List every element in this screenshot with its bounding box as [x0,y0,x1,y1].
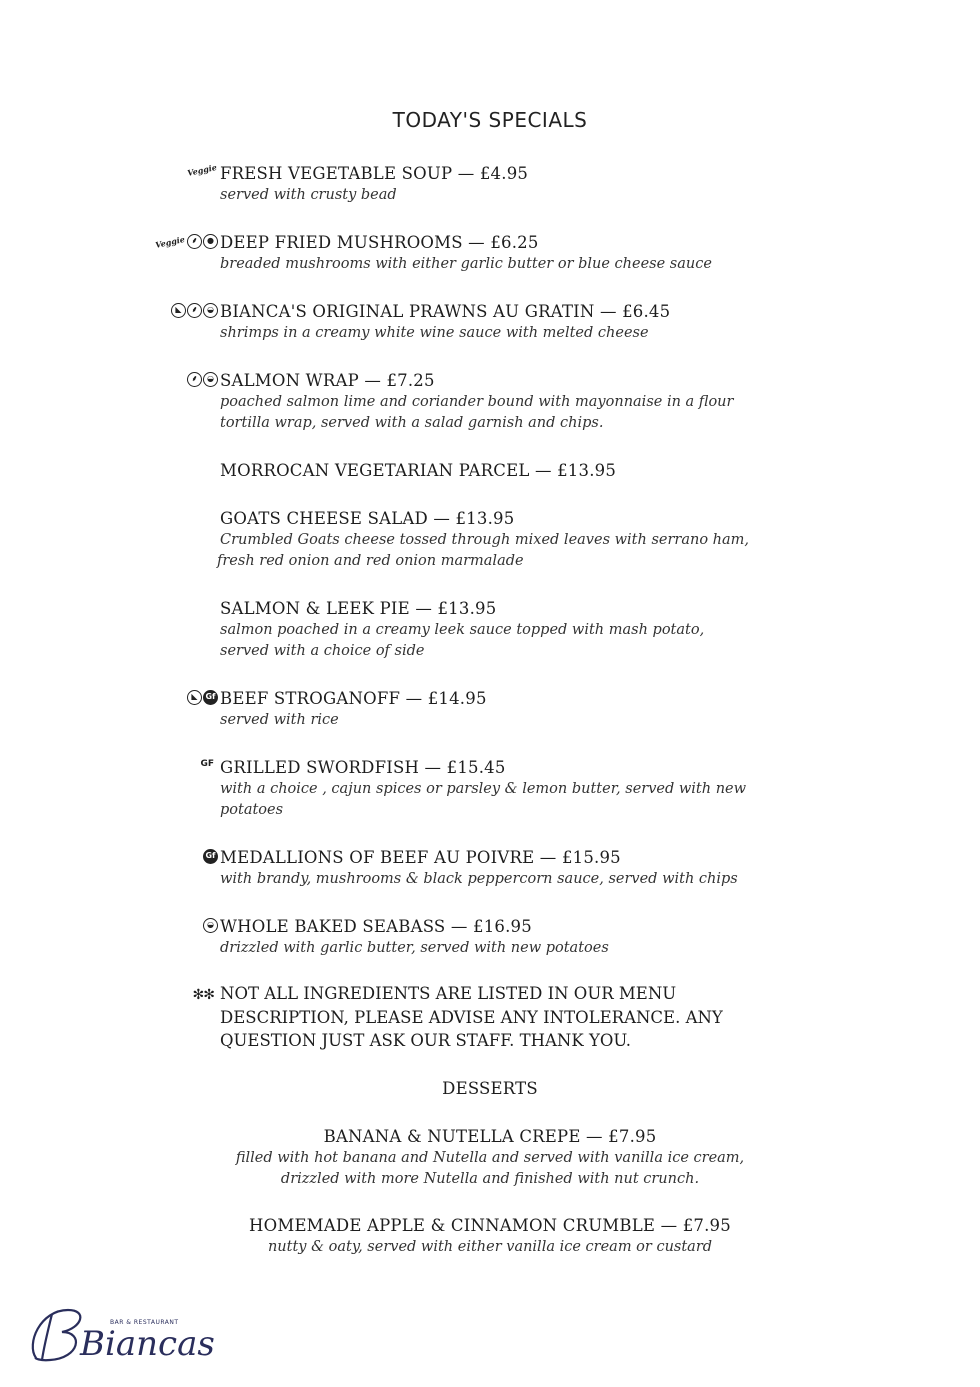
item-name: GRILLED SWORDFISH — £15.45 [220,758,506,777]
dessert-item [0,1214,980,1258]
veggie-icon: Veggie [154,233,186,250]
wheat-icon: ⸙ [187,303,202,318]
item-description: with brandy, mushrooms & black peppercorn sauce, served with chips [220,871,738,887]
item-description-line: salmon poached in a creamy leek sauce topped with mash potato, [220,622,705,638]
logo-wordmark: Biancas [80,1324,215,1364]
celery-icon: ◣ [187,690,202,705]
allergy-note [192,982,780,1053]
veggie-icon: Veggie [186,162,218,178]
menu-item [191,687,780,731]
dietary-icons [155,234,218,249]
item-description: breaded mushrooms with either garlic butter or blue cheese sauce [220,256,712,272]
item-description-line: poached salmon lime and coriander bound with mayonnaise in a flour [220,394,734,410]
item-description-line: potatoes [220,802,284,818]
dietary-icons [203,849,218,864]
menu-item [207,915,780,959]
dessert-description: nutty & oaty, served with either vanilla ice cream or custard [267,1239,713,1255]
menu-item [220,459,780,482]
menu-item [205,846,780,890]
fish-icon: ◒ [203,372,218,387]
dietary-icons [187,690,218,705]
gluten-free-icon: GF [200,759,214,769]
milk-drop-icon: ● [203,234,218,249]
item-description-line: tortilla wrap, served with a salad garnish and chips. [220,415,604,431]
gluten-free-icon: Gf [203,690,218,705]
crustacean-icon: ◣ [171,303,186,318]
note-line: NOT ALL INGREDIENTS ARE LISTED IN OUR MENU [220,984,677,1003]
item-name: MORROCAN VEGETARIAN PARCEL — £13.95 [220,461,617,480]
item-name: GOATS CHEESE SALAD — £13.95 [220,509,515,528]
page-title: TODAY'S SPECIALS [392,108,588,132]
dietary-icons [200,759,218,769]
item-description-line: Crumbled Goats cheese tossed through mixed leaves with serrano ham, [220,532,749,548]
item-name: SALMON WRAP — £7.25 [220,371,435,390]
item-name: FRESH VEGETABLE SOUP — £4.95 [220,164,529,183]
dessert-name: HOMEMADE APPLE & CINNAMON CRUMBLE — £7.95 [249,1216,731,1235]
asterisk-icon: ✻✻ [192,987,214,1003]
note-line: QUESTION JUST ASK OUR STAFF. THANK YOU. [220,1031,631,1050]
gluten-free-icon: Gf [203,849,218,864]
item-name: BIANCA'S ORIGINAL PRAWNS AU GRATIN — £6.45 [220,302,671,321]
wheat-icon: ⸙ [187,234,202,249]
item-name: BEEF STROGANOFF — £14.95 [220,689,487,708]
wheat-icon: ⸙ [187,372,202,387]
dessert-description-line: filled with hot banana and Nutella and served with vanilla ice cream, [235,1150,745,1166]
item-name: SALMON & LEEK PIE — £13.95 [220,599,497,618]
menu-item [186,162,780,206]
item-description: served with rice [220,712,339,728]
dietary-icons [203,918,218,933]
menu-item [175,300,780,344]
desserts-heading: DESSERTS [442,1079,538,1098]
menu-item [217,507,780,572]
fish-icon: ◒ [203,918,218,933]
item-name: WHOLE BAKED SEABASS — £16.95 [220,917,532,936]
item-description: drizzled with garlic butter, served with new potatoes [220,940,609,956]
dietary-icons [186,162,218,178]
biancas-logo [22,1300,215,1374]
dessert-description-line: drizzled with more Nutella and finished with nut crunch. [280,1171,700,1187]
menu-item [154,231,780,275]
fish-icon: ◒ [203,303,218,318]
item-description: served with crusty bead [220,187,397,203]
item-description-line: served with a choice of side [220,643,425,659]
item-name: MEDALLIONS OF BEEF AU POIVRE — £15.95 [220,848,621,867]
menu-item [200,756,780,821]
item-description-line: fresh red onion and red onion marmalade [217,553,524,569]
dietary-icons [171,303,218,318]
menu-item [191,369,780,434]
item-description-line: with a choice , cajun spices or parsley & lemon butter, served with new [220,781,747,797]
logo-tagline: BAR & RESTAURANT [110,1319,179,1326]
item-description: shrimps in a creamy white wine sauce with melted cheese [220,325,649,341]
menu-item [220,597,780,662]
note-line: DESCRIPTION, PLEASE ADVISE ANY INTOLERANCE. ANY [220,1007,723,1027]
dessert-item [0,1125,980,1190]
note-icons [193,984,218,1008]
dessert-name: BANANA & NUTELLA CREPE — £7.95 [323,1127,657,1146]
logo-graphic [22,1300,215,1370]
item-name: DEEP FRIED MUSHROOMS — £6.25 [220,233,539,252]
dietary-icons [187,372,218,387]
